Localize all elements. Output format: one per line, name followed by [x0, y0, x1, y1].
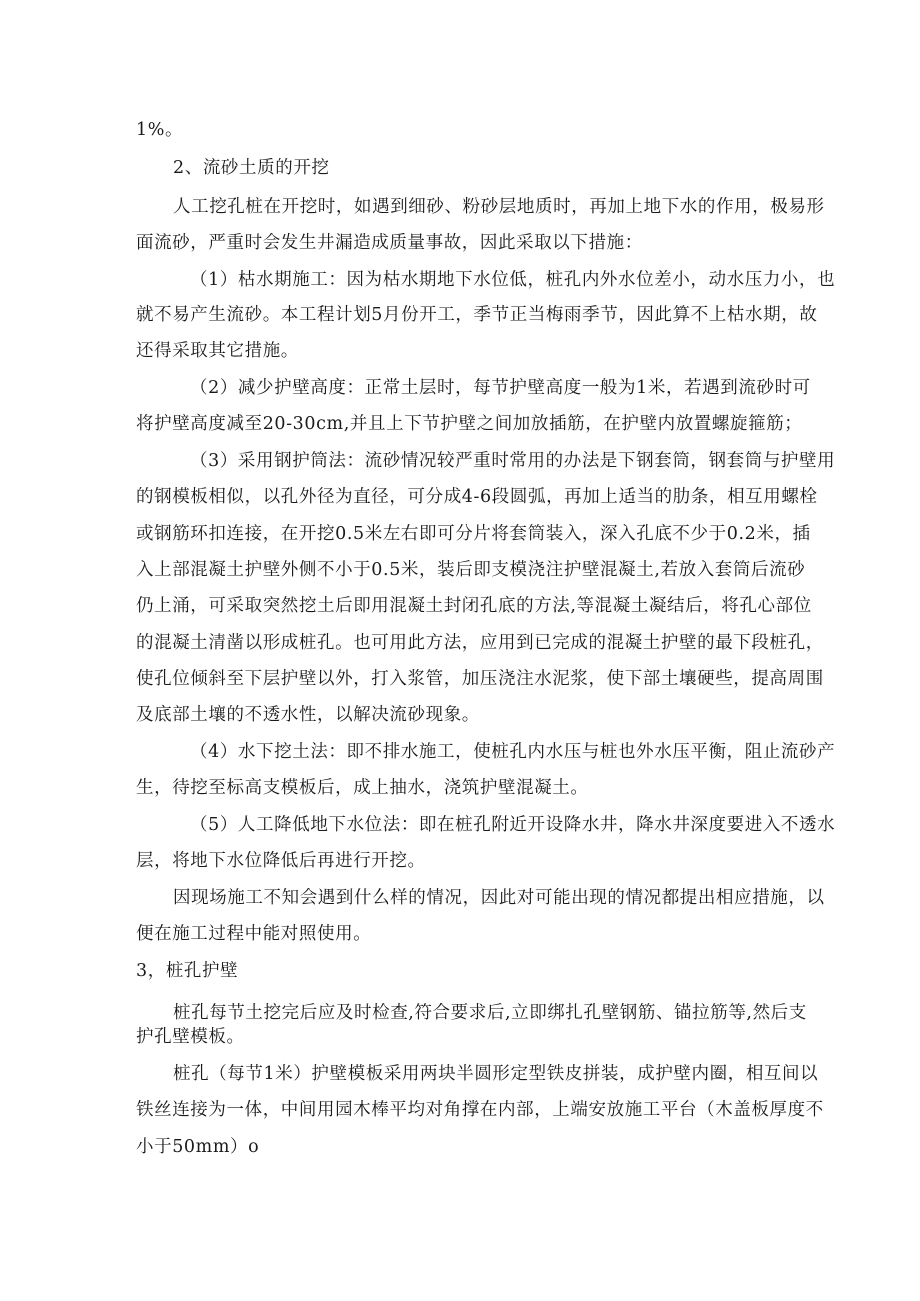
text-line: 铁丝连接为一体，中间用园木棒平均对角撑在内部，上端安放施工平台（木盖板厚度不 [136, 1100, 824, 1120]
text-line: 入上部混凝土护壁外侧不小于0.5米，装后即支模浇注护壁混凝土,若放入套筒后流砂 [136, 560, 806, 580]
text-line: （1）枯水期施工：因为枯水期地下水位低，桩孔内外水位差小，动水压力小，也 [190, 270, 836, 290]
text-line: 还得采取其它措施。 [136, 341, 299, 361]
text-line: 层，将地下水位降低后再进行开挖。 [136, 851, 426, 871]
text-line: 及底部土壤的不透水性，以解决流砂现象。 [136, 705, 480, 725]
text-line: 因现场施工不知会遇到什么样的情况，因此对可能出现的情况都提出相应措施，以 [173, 888, 825, 908]
text-line: （4）水下挖土法：即不排水施工，使桩孔内水压与桩也外水压平衡，阻止流砂产 [190, 742, 836, 762]
text-line: 的钢模板相似，以孔外径为直径，可分成4-6段圆弧，再加上适当的肋条，相互用螺栓 [136, 487, 818, 507]
section-heading: 2、流砂土质的开挖 [173, 158, 330, 178]
text-line: 使孔位倾斜至下层护壁以外，打入浆管，加压浇注水泥浆，使下部土壤硬些，提高周围 [136, 669, 824, 689]
text-line: 1%。 [136, 120, 184, 140]
text-line: 的混凝土清凿以形成桩孔。也可用此方法，应用到已完成的混凝土护壁的最下段桩孔， [136, 633, 824, 653]
text-line: 护孔壁模板。 [136, 1027, 245, 1047]
text-line: 或钢筋环扣连接，在开挖0.5米左右即可分片将套筒装入，深入孔底不少于0.2米，插 [136, 524, 811, 544]
text-line: 便在施工过程中能对照使用。 [136, 924, 372, 944]
text-line: 就不易产生流砂。本工程计划5月份开工，季节正当梅雨季节，因此算不上枯水期，故 [136, 305, 818, 325]
text-line: 小于50mm）o [136, 1137, 260, 1157]
text-line: 面流砂，严重时会发生井漏造成质量事故，因此采取以下措施： [136, 233, 643, 253]
text-line: （2）减少护壁高度：正常土层时，每节护壁高度一般为1米，若遇到流砂时可 [190, 378, 811, 398]
text-line: 仍上涌，可采取突然挖土后即用混凝土封闭孔底的方法,等混凝土凝结后，将孔心部位 [136, 596, 812, 616]
text-line: （3）采用钢护筒法：流砂情况较严重时常用的办法是下钢套筒，钢套筒与护壁用 [190, 451, 836, 471]
text-line: 人工挖孔桩在开挖时，如遇到细砂、粉砂层地质时，再加上地下水的作用，极易形 [173, 197, 825, 217]
text-line: 桩孔（每节1米）护壁模板采用两块半圆形定型铁皮拼装，成护壁内圈，相互间以 [173, 1064, 819, 1084]
section-heading: 3，桩孔护壁 [136, 961, 239, 981]
text-line: （5）人工降低地下水位法：即在桩孔附近开设降水井，降水井深度要进入不透水 [190, 815, 836, 835]
text-line: 将护壁高度减至20-30cm,并且上下节护壁之间加放插筋，在护壁内放置螺旋箍筋； [136, 414, 803, 434]
text-line: 生，待挖至标高支模板后，成上抽水，浇筑护壁混凝土。 [136, 778, 589, 798]
text-line: 桩孔每节土挖完后应及时检查,符合要求后,立即绑扎孔壁钢筋、锚拉筋等,然后支 [173, 1003, 807, 1023]
